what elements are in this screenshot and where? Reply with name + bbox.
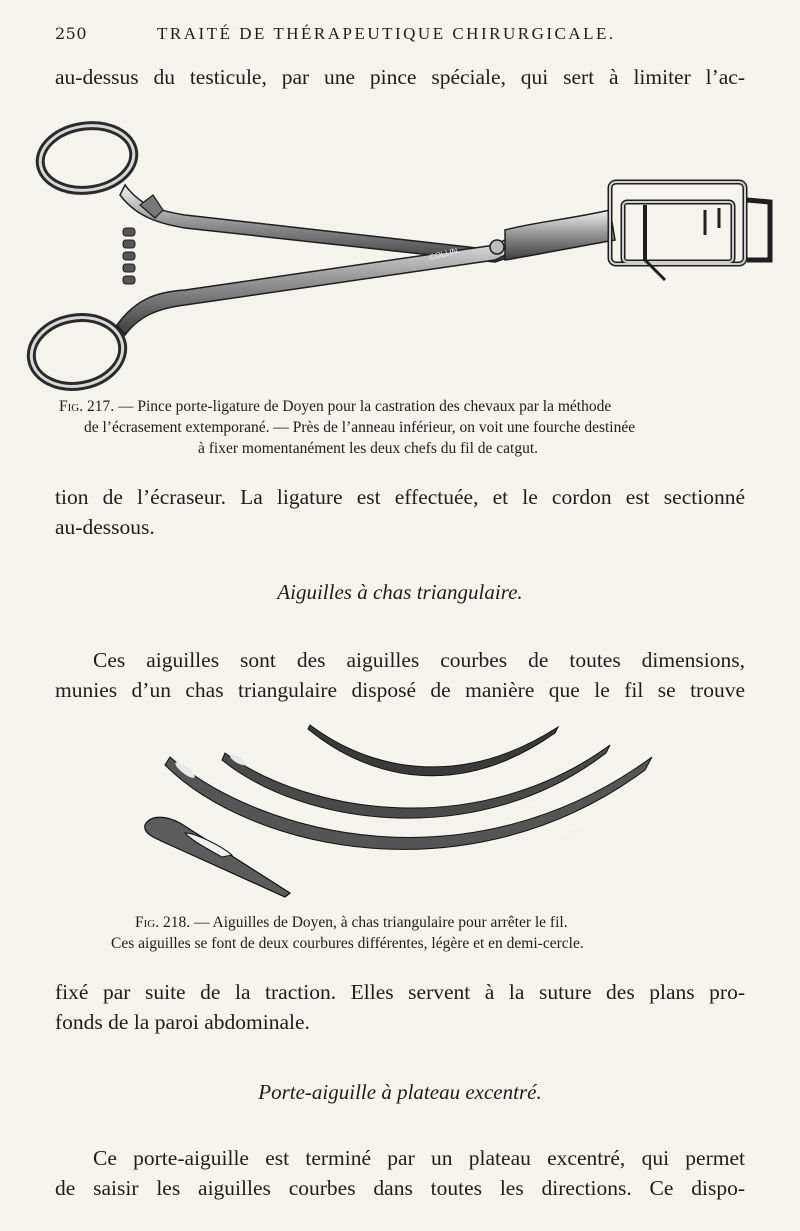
paragraph-5 [55, 1143, 745, 1203]
needle-engraved-mark-2: COLLIN [558, 828, 580, 845]
text-line: de saisir les aiguilles courbes dans toutes les directions. Ce dispo- [55, 1176, 745, 1200]
figure-217-caption-line-1: — Pince porte-ligature de Doyen pour la castration des chevaux par la méthode [114, 398, 612, 415]
forceps-engraved-mark: COLLIN [428, 246, 459, 262]
text-line: Ces aiguilles sont des aiguilles courbes de toutes dimensions, [93, 648, 745, 672]
figure-217-caption-line-2: de l’écrasement extemporané. — Près de l’anneau inférieur, on voit une fourche destinée [84, 419, 636, 436]
section-title-aiguilles: Aiguilles à chas triangulaire. [277, 580, 523, 604]
paragraph-4 [55, 977, 745, 1037]
text-line: fixé par suite de la traction. Elles servent à la suture des plans pro- [55, 980, 745, 1004]
figure-217-caption [55, 396, 755, 459]
figure-218-caption-line-1: — Aiguilles de Doyen, à chas triangulaire pour arrêter le fil. [190, 914, 568, 931]
paragraph-2 [55, 482, 745, 542]
text-line: Ce porte-aiguille est terminé par un plateau excentré, qui permet [93, 1146, 745, 1170]
running-head [55, 24, 745, 44]
figure-218-caption-line-2: Ces aiguilles se font de deux courbures différentes, légère et en demi-cercle. [111, 935, 584, 952]
figure-218-needles-illustration [140, 715, 660, 905]
running-title: TRAITÉ DE THÉRAPEUTIQUE CHIRURGICALE. [157, 24, 616, 43]
figure-217-forceps-illustration [25, 110, 785, 395]
text-line: au-dessous. [55, 515, 155, 539]
text-line: fonds de la paroi abdominale. [55, 1010, 310, 1034]
figure-218-label: Fig. 218. [135, 914, 191, 931]
paragraph-3 [55, 645, 745, 705]
text-line: au-dessus du testicule, par une pince spéciale, qui sert à limiter l’ac- [55, 65, 745, 89]
text-line: tion de l’écraseur. La ligature est effectuée, et le cordon est sectionné [55, 485, 745, 509]
paragraph-1 [55, 62, 745, 92]
figure-218-caption [55, 912, 755, 954]
page-number: 250 [55, 24, 88, 43]
text-line: munies d’un chas triangulaire disposé de manière que le fil se trouve [55, 678, 745, 702]
needle-engraved-mark-1: COLLIN [523, 792, 546, 807]
section-title-porte-aiguille: Porte-aiguille à plateau excentré. [258, 1080, 542, 1104]
figure-217-caption-line-3: à fixer momentanément les deux chefs du fil de catgut. [198, 440, 539, 457]
figure-217-label: Fig. 217. [59, 398, 115, 415]
